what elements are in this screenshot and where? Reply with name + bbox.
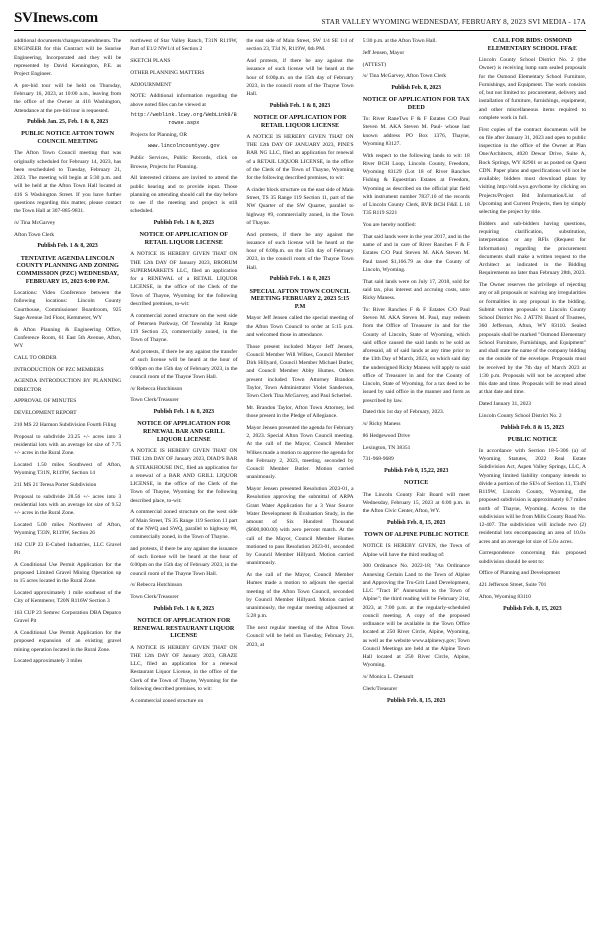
publish-date: Publish Feb. 1 & 8, 2023 [269, 102, 331, 109]
publish-date: Publish Feb. 8, 2023 [391, 85, 442, 91]
notice-url[interactable]: http://weblink.lcwy.org/WebLink8/Browse.aspx [130, 112, 237, 127]
notice-paragraph: Jeff Jensen, Mayor [362, 49, 405, 56]
notice-paragraph: A NOTICE IS HEREBY GIVEN THAT ON THE 12th DAY OF January 2023, GRAZE LLC, filed an application for a renewal Restaurant Liquor License, in the office of the Clerk of the Town of Thayne, Wyoming for the following described premises, to wit: [130, 644, 238, 692]
notice-paragraph: /s/ Tina McGarvey [14, 219, 56, 226]
notice-paragraph: Located approximately 1 mile southeast of the City of Kemmerer, T20N R116W Section 3 [14, 590, 122, 605]
publish-date: Publish Feb. 1 & 8, 2023 [37, 243, 98, 250]
notice-heading: PUBLIC NOTICE [507, 435, 558, 443]
notice-paragraph: 421 Jefferson Street, Suite 701 [478, 582, 547, 589]
notice-paragraph: Public Services, Public Records, click on Browse, Projects for Planning. [130, 155, 238, 170]
notice-paragraph: Mayor Jeff Jensen called the special meeting of the Afton Town Council to order at 5:15 p.m. and welcomed those in attendance. [246, 315, 354, 338]
notice-heading: PUBLIC NOTICE AFTON TOWN COUNCIL MEETING [21, 130, 115, 146]
notice-paragraph: Town Clerk/Treasurer [130, 397, 179, 404]
notice-heading: NOTICE OF APPLICATION OF RETAIL LIQUOR LICENSE [139, 231, 229, 247]
notice-heading: NOTICE OF APPLICATION FOR RENEWAL BAR AND GRILL LIQUOR LICENSE [137, 420, 231, 443]
notice-paragraph: 5:30 p.m. at the Afton Town Hall. [362, 38, 437, 44]
notice-paragraph: At the call of the Mayor, Council Member Humes made a motion to adjourn the special meeting of the Afton Town Council, seconded by Council Member Hillyard. Motion carried unanimously, the regular meeting adjourned at 5:28 p.m. [246, 572, 354, 620]
publish-date: Publish Feb. 8 & 15, 2023 [500, 424, 565, 431]
publish-date: Publish Feb 8, 15,22, 2023 [384, 468, 449, 475]
newspaper-column [363, 37, 470, 923]
notice-paragraph: Clerk/Treasurer [362, 685, 398, 692]
notice-paragraph: And protests, if there be any against the transfer of such license will be heard at the hour of 6:00pm on the 15th day of February 2023, in the council room of the Thayne Town Hall. [130, 349, 238, 380]
newspaper-column [479, 37, 586, 923]
notice-paragraph: OTHER PLANNING MATTERS [130, 69, 205, 76]
notice-paragraph: 211 MS 21 Teresa Porter Subdivision [14, 481, 97, 488]
notice-paragraph: The Afton Town Council meeting that was originally scheduled for February 14, 2023, has been rescheduled to Tuesday, February 21, 2023. The meeting will begin at 5:30 p.m. and will be held at the Afton Town Hall located at 416 S Washington Street. If you have further questions regarding this matter, please contact the Town Hall at 307-885-9831. [14, 150, 122, 215]
notice-paragraph: Dated this 1st day of February, 2023. [362, 409, 445, 416]
notice-paragraph: A Conditional Use Permit Application for the proposed Limited Gravel Mining Operation up to 15 acres located in the Rural Zone. [14, 561, 122, 585]
notice-paragraph: You are hereby notified: [362, 222, 416, 229]
notice-paragraph: 86 Hedgewood Drive [362, 432, 410, 439]
notice-paragraph: The Owner reserves the privilege of rejecting any or all proposals or waiving any irregularities or formalities in any proposal in the bidding. Submit written proposals to: Lincoln County School District No. 2 ATTN: Board of Trustees, 360 Jefferson, Afton, WY 83110. Sealed proposals shall be marked "Osmond Elementary School Furniture, Furnishings, and Equipment" and shall state the name of the company bidding on the outside of the envelope. Proposals must be received by the 7th day of March 2023 at 1:30 p.m. Proposals will not be accepted after this date and time. Proposals will be read aloud at that date and time. [478, 282, 587, 396]
notice-paragraph: First copies of the contract documents will be on file after January 31, 2023 and open to public inspection in the office of the Owner at Plan One/Architects, 4020 Dewar Drive, Suite A, Rock Springs, WY 82901 or as posted on Quest CDN. Paper plans and specifications will not be available; bidders must download plans by visiting http://old.wyo.gov/home by clicking on Projects/Project Bid Information/List of Upcoming and Current Projects, then by simply selecting the project by title. [478, 126, 587, 215]
notice-paragraph: SKETCH PLANS [130, 58, 171, 64]
notice-paragraph: A cinder block structure on the east side of Main Street, TS 35 Range 119 Section 11, part of the NW Quarter of the SW Quarter, parallel to highway #9, commercially zoned, in the Town of Thayne. [246, 186, 354, 226]
notice-paragraph: Afton Town Clerk [14, 231, 55, 238]
notice-heading: NOTICE OF APPLICATION FOR RETAIL LIQUOR LICENSE [253, 113, 347, 129]
notice-paragraph: 300 Ordinance No. 2022-18; "An Ordinance Annexing Certain Land to the Town of Alpine and Approving the Tru-Grit Land Development, LLC "Tract B" Annexation to the Town of Alpine"; the third reading will be February 21st, 2023, at 7:00 p.m. at the regularly-scheduled council meeting. A copy of the proposed ordinance will be available in the Town Office located at 250 River Circle, Alpine, Wyoming, as well as the website www.alpinewy.gov; Town Council Meetings are held at the Alpine Town Hall located at 250 River Circle, Alpine, Wyoming. [362, 563, 470, 669]
notice-paragraph: Mayor Jensen presented the agenda for February 2, 2023. Special Afton Town Council meeting. At the call of the Mayor, Council Member Wilkes made a motion to approve the agenda for the February 2, 2023, meeting, seconded by Council Member Butler. Motion carried unanimously. [246, 424, 354, 481]
notice-paragraph: AGENDA INTRODUCTION BY PLANNING DIRECTOR [14, 378, 122, 393]
notice-paragraph: Those present included Mayor Jeff Jensen, Council Member Will Wilkes, Council Member Dirk Hillyard, Council Member Michael Butler, and Council Member Abby Humes. Others present included Town Attorney Brandon Taylor, Town Administrator Violet Sanderson, Town Clerk Tina McGarvey, and Paul Scherbel. [246, 343, 354, 400]
notice-heading: SPECIAL AFTON TOWN COUNCIL MEETING FEBRUARY 2, 2023 5:15 P.M [249, 287, 351, 311]
notice-paragraph: The next regular meeting of the Afton Town Council will be held on Tuesday, February 21, 2023, at [246, 625, 354, 648]
notice-paragraph: That said lands were on July 17, 2018, sold for said tax, plus interest and accruing costs, unto Ricky Maness. [362, 278, 470, 302]
notice-paragraph: And protests, if there be any against the issuance of such license will be heard at the hour of 6:00p.m. on the 15th day of February 2023, in the council room of the Thayne Town Hall. [246, 231, 354, 271]
notice-paragraph: To: River Ranches F & F Estates C/O Paul Steven M. AKA Steven M. Paul, may redeem from the Office of Treasurer in and for the County of Lincoln, State of Wyoming, which said office caused the said lands to be sold as aforesaid, all of said lands at any time prior to the 13th Day of March, 2023, on which said day the undersigned Ricky Maness will apply to said office of Treasurer in and for the County of Lincoln, State of Wyoming, for a tax deed to be issued by said office in the manner and form as prescribed by law. [362, 306, 470, 404]
notice-paragraph: The Lincoln County Fair Board will meet Wednesday, February 15, 2023 at 6:00 p.m. in the Afton Civic Center, Afton, WY. [362, 491, 470, 515]
notice-paragraph: Correspondence concerning this proposed subdivision should be sent to: [478, 550, 587, 565]
notice-paragraph: Located 5.00 miles Northwest of Afton, Wyoming T33N, R119W, Section 26 [14, 521, 122, 537]
notice-paragraph: /s/ Ricky Maness [362, 421, 401, 428]
notice-heading: TENTATIVE AGENDA LINCOLN COUNTY PLANNING AND ZONING COMMISSION (PZC) WEDNESDAY, FEBRUARY 15, 2023 6:00 P.M. [16, 254, 119, 285]
notice-paragraph: Located 1.50 miles Southwest of Afton, Wyoming T31N, R119W, Section 14 [14, 461, 122, 477]
masthead-info: STAR VALLEY WYOMING WEDNESDAY, FEBRUARY 8, 2023 SVI MEDIA - 17A [321, 18, 586, 26]
notice-paragraph: 210 MS 22 Harmon Subdivision Fourth Filing [14, 421, 117, 428]
notice-paragraph: additional documents/changes/amendments. The ENGINEER for this Contract will be Sunrise Engineering, Incorporated and they will be represented by David Kennington, P.E. as Project Engineer. [14, 38, 122, 77]
notice-paragraph: Dated January 31, 2023 [478, 401, 532, 407]
notice-heading: NOTICE OF APPLICATION FOR TAX DEED [362, 96, 470, 111]
notice-paragraph: APPROVAL OF MINUTES [14, 398, 77, 405]
notice-paragraph: A NOTICE IS HEREBY GIVEN THAT ON THE 12th DAY OF January 2023, BRORUM SUPERMARKETS LLC, filed an application for a RENEWAL of a RETAIL LIQUOR LICENSE, in the office of the Clerk of the Town of Thayne, Wyoming for the following described premises, to-wit: [130, 251, 238, 307]
notice-paragraph: Afton, Wyoming 83110 [478, 593, 531, 600]
publish-date: Publish Feb. 1 & 8, 2023 [153, 409, 214, 416]
notice-paragraph: Lexington, TN 38351 [362, 444, 411, 451]
notice-paragraph: Bidders and sub-bidders having questions, requiring clarification, substitution, interpretation or any RFIs (Request for Information) regarding the procurement documents shall make a written request to the Architect as indicated in the Bidding Requirements no later than February 28th, 2023. [478, 220, 587, 277]
notice-paragraph: A commercial zoned structure on [130, 697, 204, 704]
notice-paragraph: A commercial zoned structure on the west side of Petersen Parkway, Of Township 34 Range 119 Section 23, commercially zoned, in the Town of Thayne. [130, 312, 238, 344]
notice-paragraph: Projects for Planning, OR [130, 132, 188, 139]
publish-date: Publish Feb. 8, 15, 2023 [386, 519, 446, 526]
masthead [14, 10, 586, 31]
notice-heading: NOTICE OF APPLICATION FOR RENEWAL RESTAURANT LIQUOR LICENSE [133, 616, 235, 640]
publish-date: Publish Feb. 1 & 8, 2023 [153, 220, 214, 227]
notice-paragraph: A NOTICE IS HEREBY GIVEN THAT ON THE 12th DAY OF January 2023, DIAD'S BAR & STEAKHOUSE INC, filed an application for a renewal of a BAR AND GRILL LIQUOR LICENSE, in the office of the Clerk of the Town of Thayne, Wyoming for the following described place, to-wit: [130, 448, 238, 504]
newspaper-column [14, 37, 121, 923]
notice-paragraph: CALL TO ORDER [14, 354, 57, 361]
notice-paragraph: INTRODUCTION OF PZC MEMBERS [14, 366, 104, 373]
notice-paragraph: /s/ Rebecca Hutchinson [130, 582, 183, 589]
notice-paragraph: That said lands were in the year 2017, and in the name of and in care of River Ranches F & F Estates C/O Paul Steven M. AKA Steven M. Paul taxed $1,166.79 as due the County of Lincoln, Wyoming. [362, 233, 470, 273]
notice-paragraph: /s/ Monica L. Chenault [362, 674, 414, 681]
notice-paragraph: Mr. Brandon Taylor, Afton Town Attorney, led those present in the Pledge of Allegiance. [246, 404, 354, 420]
notice-paragraph: 162 CUP 23 E-Cubed Industries, LLC Gravel Pit [14, 541, 122, 557]
newspaper-column [246, 37, 353, 923]
masthead-logo: SVInews.com [14, 10, 98, 26]
notice-paragraph: and protests, if there be any against the issuance of such license will be heard at the hour of 6:00pm on the 15th day of February 2023, in the council room of the Thayne Town Hall. [130, 545, 238, 577]
notice-paragraph: Located approximately 3 miles [14, 658, 83, 665]
notice-paragraph: ADJOURNMENT [130, 81, 172, 88]
publish-date: Publish Feb. 1 & 8, 2023 [269, 276, 331, 283]
newspaper-column [130, 37, 237, 923]
publish-date: Publish Feb. 1 & 8, 2023 [153, 605, 214, 612]
notice-paragraph: Mayor Jensen presented Resolution 2023-01, a Resolution approving the submittal of ARPA Grant Water Application for a 3 Year Source Water Development & Evaluation Study, in the amount of Six Hundred Thousand ($600,000.00) with zero percent match. At the call of the Mayor, Council Member Humes motioned to pass Resolution 2023-01, seconded by Council Member Hillyard. Motion carried unanimously. [246, 486, 354, 567]
notice-paragraph: the east side of Main Street, SW 1/4 SE 1/4 of section 23, T34 N, R119W, 6th PM. [246, 38, 354, 53]
notice-paragraph: In accordance with Section 18-5-306 (a) of Wyoming Statutes, 2022 Real Estate Subdivision Act, Aspen Valley Springs, LLC, A Wyoming limited liability company intends to divide a portion of the SE¼ of Section 11, T34N R119W, Lincoln County, Wyoming, the proposed subdivision is approximately 0.7 miles north of Thayne, Wyoming. Access to the subdivision will be from Mills County Road No. 12-407. The subdivision will include two (2) residential lots encompassing an area of 10.0± acres and an average lot size of 5.0± acres. [478, 447, 587, 545]
notice-paragraph: 731-968-9689 [362, 456, 394, 463]
notice-paragraph: And protests, if there be any against the issuance of such license will be heard at the hour of 6:00p.m. on the 15th day of February 2023, in the council room of the Thayne Town Hall. [246, 58, 354, 97]
publish-date: Publish Feb. 8, 15, 2023 [386, 697, 446, 704]
notice-paragraph: To: River RaneTws F & F Estates C/O Paul Steven M. AKA Steven M. Paul- whose last known address PO Box 1376, Thayne, Wyoming 83127. [362, 116, 470, 147]
notice-paragraph: Office of Planning and Development [478, 570, 560, 577]
notice-heading: TOWN OF ALPINE PUBLIC NOTICE [363, 531, 469, 539]
notice-paragraph: /s/ Rebecca Hutchinson [130, 385, 183, 392]
notice-paragraph: /s/ Tina McGarvey, Afton Town Clerk [362, 73, 447, 80]
notice-paragraph: (ATTEST) [362, 61, 387, 68]
notice-paragraph: A NOTICE IS HEREBY GIVEN THAT ON THE 12th DAY OF JANUARY 2023, PINE'S BAR NG LLC, filed an application for renewal of a RETAIL LIQUOR LICENSE, in the office of the Clerk of the Town of Thayne, Wyoming for the following described premises, to wit: [246, 133, 354, 182]
publish-date: Publish Feb. 8, 15, 2023 [503, 605, 562, 612]
notice-heading: CALL FOR BIDS: OSMOND ELEMENTARY SCHOOL FF&E [487, 37, 578, 52]
notice-paragraph: NOTICE IS HEREBY GIVEN, the Town of Alpine will have the third reading of: [362, 543, 470, 558]
notice-paragraph: A Conditional Use Permit Application for the proposed expansion of an existing gravel mining operation located in the Rural Zone. [14, 630, 122, 653]
publish-date: Publish Jan. 25, Feb. 1 & 8, 2023 [27, 119, 109, 126]
notice-paragraph: Lincoln County School District No. 2 (the Owner) is receiving lump sum sealed proposals for the Osmond Elementary School Furniture, Furnishings, and Equipment. The work consists of, but not limited to: procurement, delivery and installation of furniture, furnishings, equipment, and other miscellaneous items required to complete work in full. [478, 57, 587, 121]
notice-paragraph: With respect to the following lands to wit: 18 River BCH Loop, Lincoln County, Freedom, Wyoming 83129 (Lot 18 of River Ranches Fishing & Equestrian Estates at Freedom, Wyoming as described on the official plat field with instrument number 7837.10 of the records of Lincoln County Clerk, RVR BCH F&E L 18 T35 R119 S221 [362, 152, 470, 217]
notice-paragraph: Proposal to subdivide 23.25 +/- acres into 3 residential lots with an average lot size of 7.75 +/- acres in the Rural Zone. [14, 433, 122, 457]
notice-paragraph: & Afton Planning & Engineering Office, Conference Room, 61 East 5th Avenue, Afton, WY [14, 326, 122, 350]
notice-paragraph: A commercial zoned structure on the west side of Main Street, TS 35 Range 119 Section 11 part of the NWQ and SWQ, parallel to highway #8, commercially zoned, in the Town of Thayne. [130, 509, 238, 541]
notice-paragraph: Town Clerk/Treasurer [130, 594, 179, 601]
notice-paragraph: Lincoln County School District No. 2 [478, 412, 562, 419]
notice-paragraph: 163 CUP 23 Semrec Corporation DBA Depatco Gravel Pit [14, 610, 122, 625]
notice-paragraph: A pre-bid tour will be held on Thursday, February 16, 2023, at 10:00 a.m., leaving from the office of the Owner at 416 Washington, Attendance at the pre-bid tour is requested. [14, 82, 122, 114]
notice-url[interactable]: www.lincolncountywy.gov [148, 143, 220, 150]
notice-paragraph: DEVELOPMENT REPORT [14, 410, 77, 417]
notice-heading: NOTICE [404, 479, 429, 487]
columns-container [14, 37, 586, 923]
notice-paragraph: NOTE: Additional information regarding the above noted files can be viewed at [130, 93, 238, 108]
notice-paragraph: Proposal to subdivide 28.56 +/- acres into 3 residential lots with an average lot size of 9.52 +/- acres in the Rural Zone. [14, 493, 122, 517]
notice-paragraph: Locations: Video Conference between the following locations: Lincoln County Courthouse, Commissioner Boardroom, 925 Sage Avenue 3rd Floor, Kemmerer, WY [14, 290, 122, 321]
notice-paragraph: All interested citizens are invited to attend the public hearing and to provide input. Those planning on attending should call the day before to see if the meeting and project is still scheduled. [130, 175, 238, 215]
notice-paragraph: northwest of Star Valley Ranch, T31N R119W, Part of E1/2 NW1/4 of Section 2 [130, 38, 238, 53]
